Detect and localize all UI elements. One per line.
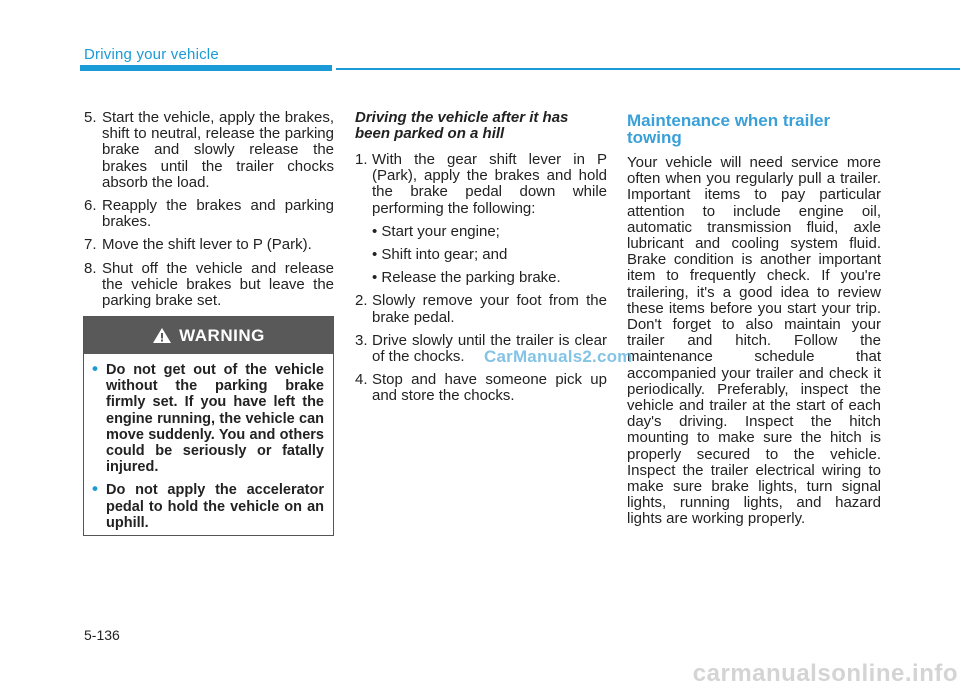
footer-watermark: carmanualsonline.info <box>692 660 958 687</box>
bullet-item: • Release the parking brake. <box>372 269 561 287</box>
warning-item-text: Do not apply the accelerator pedal to hold the vehicle on an uphill. <box>106 482 324 531</box>
bullet-dot-icon: • <box>92 359 98 378</box>
body-paragraph: Your vehicle will need service more often when you regularly pull a trailer. Important items to pay particular attention to include engine oil, automatic transmission fluid, axle lubricant and cooling system fluid. Brake condition is another important item to frequently check. If you're trailering, it's a good idea to review these items before you start your trip. Don't forget to also maintain your trailer and hitch. Follow the maintenance schedule that accompanied your trailer and check it periodically. Preferably, inspect the vehicle and trailer at the start of each day's driving. Inspect the hitch mounting to make sure the hitch is properly secured to the vehicle. Inspect the trailer electrical wiring to make sure brake lights, turn signal lights, running lights, and hazard lights are working properly. <box>627 154 881 528</box>
warning-body <box>84 354 333 531</box>
step-number: 4. <box>355 371 368 389</box>
step-text: Start the vehicle, apply the brakes, shift to neutral, release the parking brake and slowly release the brakes until the trailer chocks absorb the load. <box>102 109 334 191</box>
warning-triangle-icon <box>152 327 172 344</box>
warning-title: WARNING <box>179 325 265 345</box>
section-header-title: Driving your vehicle <box>84 46 219 63</box>
bullet-item: • Start your engine; <box>372 222 500 240</box>
step-number: 5. <box>84 109 97 126</box>
header-rule-thick <box>80 65 332 71</box>
step-text: With the gear shift lever in P (Park), apply the brakes and hold the brake pedal down while performing the following: <box>372 151 607 217</box>
right-column <box>627 110 881 528</box>
warning-box <box>83 316 334 536</box>
header-rule-thin <box>336 68 960 70</box>
step-number: 6. <box>84 197 97 215</box>
step-number: 3. <box>355 331 368 349</box>
step-text: Stop and have someone pick up and store the chocks. <box>372 371 607 405</box>
step-number: 7. <box>84 236 97 254</box>
warning-header <box>84 317 333 354</box>
step-text: Drive slowly until the trailer is clear of the chocks. <box>372 331 607 366</box>
warning-item-text: Do not get out of the vehicle without the parking brake firmly set. If you have left the engine running, the vehicle can move suddenly. You and others could be seriously or fatally injured. <box>106 362 324 476</box>
step-item <box>355 152 607 217</box>
step-number: 1. <box>355 151 368 168</box>
step-item <box>84 237 334 253</box>
step-text: Move the shift lever to P (Park). <box>102 236 312 254</box>
step-item <box>355 372 607 404</box>
step-item <box>355 293 607 325</box>
step-item <box>84 110 334 191</box>
page-number: 5-136 <box>84 627 120 643</box>
step-text: Reapply the brakes and parking brakes. <box>102 197 334 231</box>
warning-item <box>92 479 324 531</box>
bullet-dot-icon: • <box>92 479 98 499</box>
step-text: Slowly remove your foot from the brake pedal. <box>372 292 607 326</box>
warning-item <box>92 359 324 476</box>
step-item <box>84 198 334 230</box>
step-number: 8. <box>84 259 97 277</box>
section-heading: Maintenance when trailer towing <box>627 111 831 147</box>
step-number: 2. <box>355 292 368 310</box>
left-column <box>84 110 334 316</box>
step-item <box>84 261 334 310</box>
step-text: Shut off the vehicle and release the vehicle brakes but leave the parking brake set. <box>102 259 334 310</box>
subheading: Driving the vehicle after it has been parked on a hill <box>355 109 569 142</box>
bullet-item: • Shift into gear; and <box>372 246 508 264</box>
watermark: CarManuals2.com <box>484 347 633 366</box>
